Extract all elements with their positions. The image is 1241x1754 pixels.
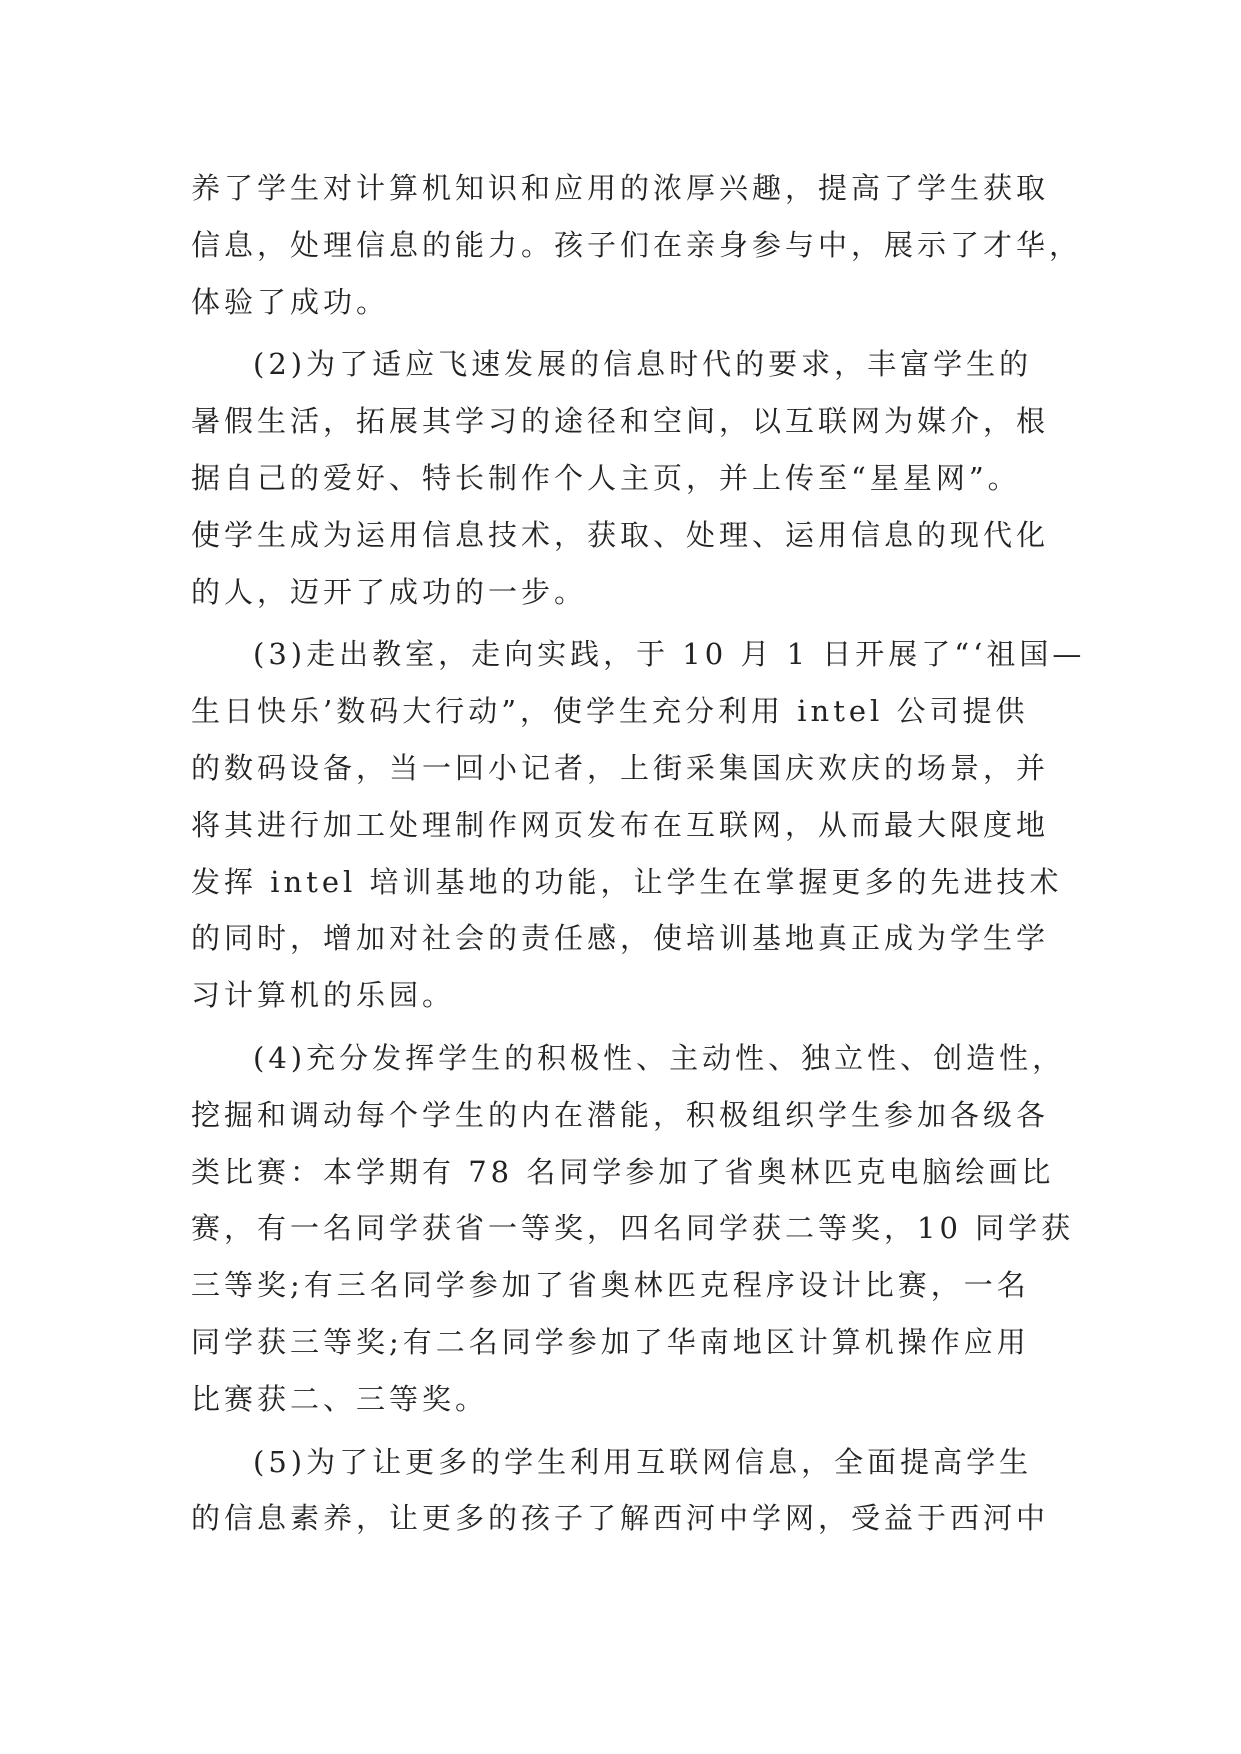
text-line: 使学生成为运用信息技术，获取、处理、运用信息的现代化 <box>191 517 1050 552</box>
text-line: 发挥 intel 培训基地的功能，让学生在掌握更多的先进技术 <box>191 864 1063 899</box>
text-line: 暑假生活，拓展其学习的途径和空间，以互联网为媒介，根 <box>191 404 1050 439</box>
text-line: 将其进行加工处理制作网页发布在互联网，从而最大限度地 <box>191 807 1050 842</box>
text-line: 习计算机的乐园。 <box>191 978 456 1013</box>
text-line: 比赛获二、三等奖。 <box>191 1381 489 1416</box>
document-body <box>191 160 1086 1553</box>
paragraph-3 <box>191 626 1086 1024</box>
text-line: 生日快乐’数码大行动”，使学生充分利用 intel 公司提供 <box>191 694 1029 729</box>
text-line: 信息，处理信息的能力。孩子们在亲身参与中，展示了才华， <box>191 227 1083 262</box>
text-line: 类比赛：本学期有 78 名同学参加了省奥林匹克电脑绘画比 <box>191 1154 1055 1189</box>
text-line: 的信息素养，让更多的孩子了解西河中学网，受益于西河中 <box>191 1501 1050 1536</box>
paragraph-4 <box>191 1030 1075 1428</box>
paragraph-2 <box>191 336 1066 620</box>
text-line: 的同时，增加对社会的责任感，使培训基地真正成为学生学 <box>191 921 1050 956</box>
text-line: (3)走出教室，走向实践，于 10 月 1 日开展了“‘祖国— <box>253 637 1086 672</box>
text-line: (5)为了让更多的学生利用互联网信息，全面提高学生 <box>253 1444 1033 1479</box>
text-line: 三等奖;有三名同学参加了省奥林匹克程序设计比赛，一名 <box>191 1268 1030 1303</box>
text-line: 的数码设备，当一回小记者，上街采集国庆欢庆的场景，并 <box>191 750 1050 785</box>
text-line: 养了学生对计算机知识和应用的浓厚兴趣，提高了学生获取 <box>191 171 1050 205</box>
text-line: 挖掘和调动每个学生的内在潜能，积极组织学生参加各级各 <box>191 1097 1050 1132</box>
paragraph-1 <box>191 160 1083 330</box>
text-line: 同学获三等奖;有二名同学参加了华南地区计算机操作应用 <box>191 1324 1030 1359</box>
text-line: 的人，迈开了成功的一步。 <box>191 574 588 609</box>
text-line: 赛，有一名同学获省一等奖，四名同学获二等奖，10 同学获 <box>191 1211 1075 1246</box>
paragraph-5 <box>191 1434 1066 1548</box>
text-line: (4)充分发挥学生的积极性、主动性、独立性、创造性， <box>253 1040 1066 1075</box>
text-line: (2)为了适应飞速发展的信息时代的要求，丰富学生的 <box>253 347 1033 382</box>
text-line: 体验了成功。 <box>191 284 390 319</box>
text-line: 据自己的爱好、特长制作个人主页，并上传至“星星网”。 <box>191 460 1021 495</box>
